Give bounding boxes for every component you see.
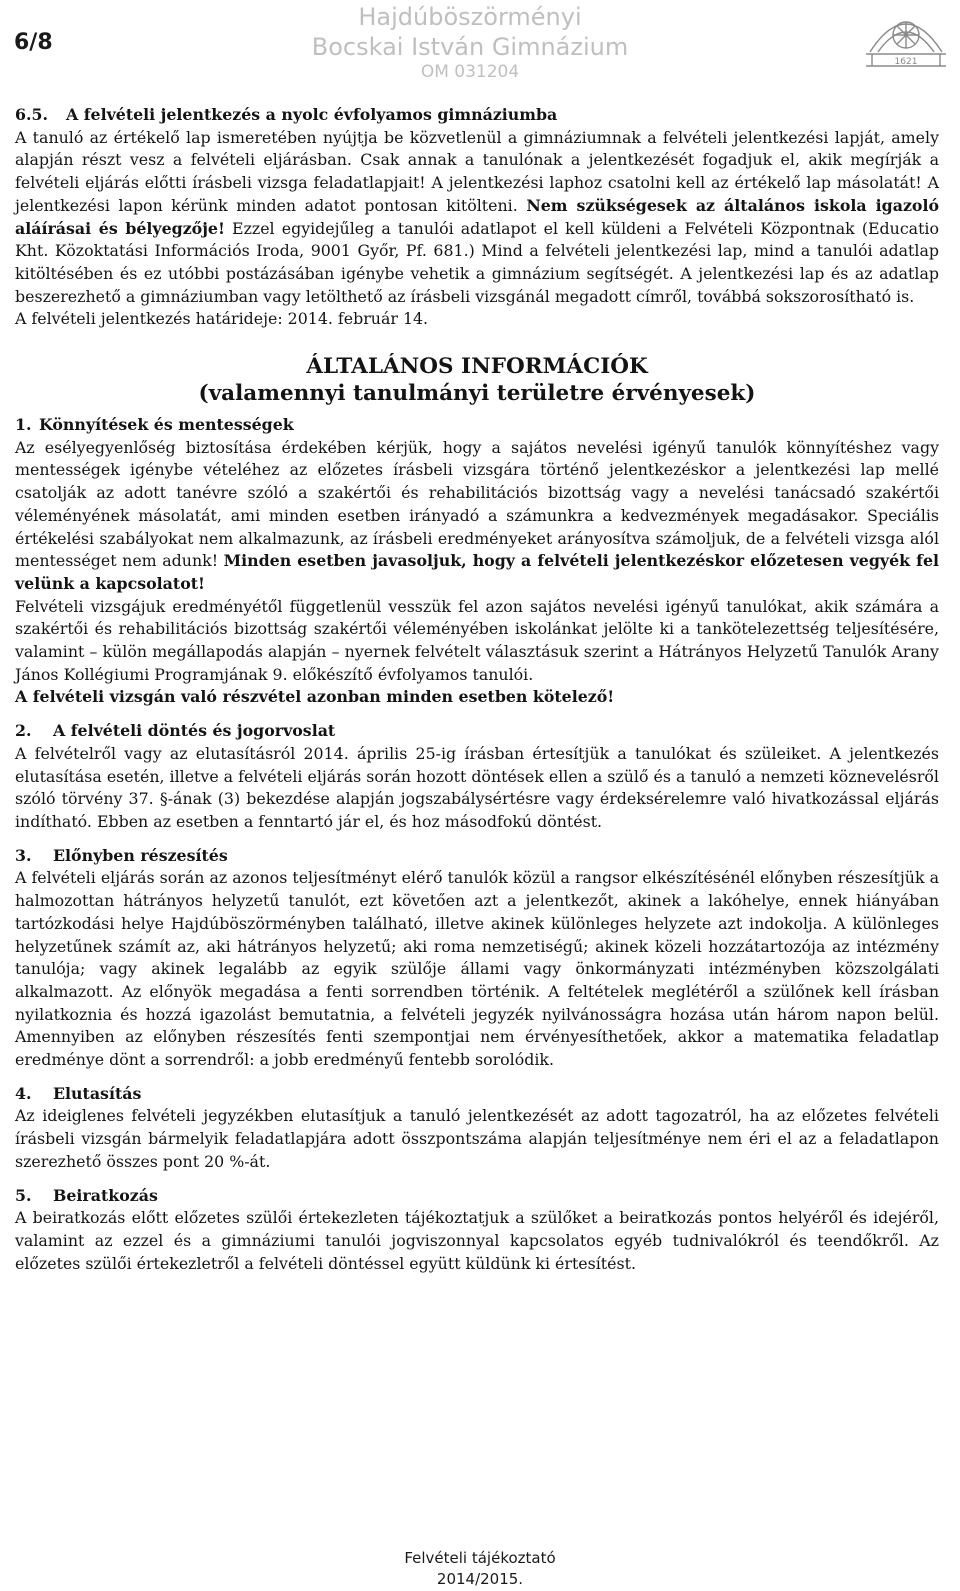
- section-2: [15, 720, 939, 834]
- school-name-line1: Hajdúböszörményi: [358, 3, 582, 31]
- section-3-paragraph: A felvételi eljárás során az azonos teljesítményt elérő tanulók közül a rangsor elkészítésénél előnyben részesítjük a halmozottan hátrányos helyzetű tanulót, ezt követően azt a jelentkezőt, akinek a lakóhelye, ennek hiányában tartózkodási helye Hajdúböszörményben található, illetve akinek különleges helyzete azt indokolja. A különleges helyzetűnek számít az, aki hátrányos helyzetű; aki roma nemzetiségű; akinek közeli hozzátartozója az intézmény tanulója; vagy akinek legalább az egyik szülője állami vagy önkormányzati intézményben közszolgálati alkalmazott. Az előnyök megadása a fenti sorrendben történik. A feltételek meglétéről a szülőnek kell írásban nyilatkoznia és hozzá igazolást bemutatnia, a felvételi jegyzék nyilvánosságra hozása után három napon belül. Amennyiben az előnyben részesítés fenti szempontjai nem érvényesíthetőek, akkor a matematika feladatlap eredménye dönt a sorrendről: a jobb eredményű fentebb sorolódik.: [15, 868, 939, 1070]
- section-2-title-text: A felvételi döntés és jogorvoslat: [53, 721, 336, 741]
- section-4-title: [15, 1083, 939, 1106]
- section-1-paragraph-3: [15, 686, 939, 709]
- section-4: [15, 1083, 939, 1174]
- footer-year: 2014/2015.: [436, 1570, 524, 1588]
- section-5-number: 5.: [15, 1185, 32, 1205]
- section-5: [15, 1185, 939, 1276]
- section-3-title-text: Előnyben részesítés: [53, 845, 228, 865]
- section-5-title-text: Beiratkozás: [53, 1185, 158, 1205]
- footer-title: Felvételi tájékoztató: [404, 1549, 556, 1567]
- section-1-title-text: Könnyítések és mentességek: [39, 415, 294, 435]
- section-1-bold-note: A felvételi vizsgán való részvétel azonban minden esetben kötelező!: [15, 687, 615, 707]
- intro-deadline: A felvételi jelentkezés határideje: 2014. február 14.: [15, 309, 429, 329]
- section-4-number: 4.: [15, 1083, 32, 1103]
- section-1-number: 1.: [15, 415, 32, 435]
- general-info-heading: [15, 353, 939, 407]
- intro-text-rest: Ezzel egyidejűleg a tanulói adatlapot el kell küldeni a Felvételi Központnak (Educatio Kht. Közoktatási Információs Iroda, 9001 Győr, Pf. 681.) Mind a felvételi jelentkezési lap, mind a tanulói adatlap kitöltésében és ez utóbbi postázásában igénybe vehetik a gimnázium segítségét. A jelentkezési lap és az adatlap beszerezhető a gimnáziumban vagy letölthető az írásbeli vizsgánál megadott címről, továbbá sokszorosítható is.: [15, 218, 939, 306]
- school-name-line2: Bocskai István Gimnázium: [311, 33, 629, 61]
- section-2-number: 2.: [15, 721, 32, 741]
- intro-heading-number: 6.5.: [15, 105, 48, 124]
- section-1-bold-text: Minden esetben javasoljuk, hogy a felvételi jelentkezéskor előzetesen vegyék fel velünk a kapcsolatot!: [15, 551, 939, 593]
- section-1-paragraph-2: Felvételi vizsgájuk eredményétől függetlenül vesszük fel azon sajátos nevelési igényű tanulókat, akik számára a szakértői és rehabilitációs bizottság szakértői véleményében iskolánkat jelölte ki a tankötelezettség teljesítésére, valamint – külön megállapodás alapján – nyernek felvételt választásuk szerint a Hátrányos Helyzetű Tanulók Arany János Kollégiumi Programjának 9. előkészítő évfolyamos tanulói.: [15, 596, 939, 684]
- svg-text:1621: 1621: [894, 57, 918, 67]
- intro-text: A tanuló az értékelő lap ismeretében nyújtja be közvetlenül a gimnáziumnak a felvételi jelentkezési lapját, amely alapján részt vesz a felvételi eljárásban. Csak annak a tanulónak a jelentkezését fogadjuk el, akik megírják a felvételi eljárás előtti írásbeli vizsga feladatlapjait! A jelentkezési laphoz csatolni kell az értékelő lap másolatát! A jelentkezési lapon kérünk minden adatot pontosan kitölteni.: [15, 127, 939, 215]
- section-5-paragraph: A beiratkozás előtt előzetes szülői értekezleten tájékoztatjuk a szülőket a beiratkozás pontos helyéről és idejéről, valamint az ezzel és a gimnáziumi tanulói jogviszonnyal kapcsolatos egyéb tudnivalókról és teendőkről. Az előzetes szülői értekezletről a felvételi döntéssel együtt küldünk ki értesítést.: [15, 1208, 939, 1273]
- general-info-subtitle: (valamennyi tanulmányi területre érvényesek): [198, 381, 756, 407]
- section-1-text: Az esélyegyenlőség biztosítása érdekében kérjük, hogy a sajátos nevelési igényű tanulók könnyítéshez vagy mentességek igénybe vételéhez az előzetes írásbeli vizsgára történő jelentkezéskor a jelentkezési lap mellé csatolják az adott tanévre szóló a szakértői és rehabilitációs bizottság vagy a nevelési tanácsadó szakértői véleményének másolatát, ami minden esetben irányadó a számunkra a kedvezmények megadásakor. Speciális értékelési szabályokat nem alkalmazunk, az írásbeli eredményeket arányosítva számoljuk, de a felvételi vizsga alól mentességet nem adunk!: [15, 437, 939, 571]
- section-4-title-text: Elutasítás: [53, 1083, 142, 1103]
- page-header: [0, 0, 960, 90]
- section-2-paragraph: A felvételről vagy az elutasításról 2014. április 25-ig írásban értesítjük a tanulókat és szüleiket. A jelentkezés elutasítása esetén, illetve a felvételi eljárás során hozott döntések ellen a szülő és a tanuló a nemzeti köznevelésről szóló törvény 37. §-ának (3) bekezdése alapján jogszabálysértésre vagy érdeksérelemre való hivatkozással eljárás indítható. Ebben az esetben a fenntartó jár el, és hoz másodfokú döntést.: [15, 743, 939, 831]
- section-3: [15, 845, 939, 1072]
- general-info-title: ÁLTALÁNOS INFORMÁCIÓK: [306, 354, 648, 380]
- section-3-number: 3.: [15, 845, 32, 865]
- page-number: 6/8: [14, 30, 53, 55]
- intro-heading: [15, 104, 939, 127]
- section-3-title: [15, 845, 939, 868]
- intro-bold-text: Nem szükségesek az általános iskola igazoló aláírásai és bélyegzője!: [15, 195, 939, 238]
- intro-paragraph: [15, 127, 939, 309]
- section-1-paragraph-1: [15, 437, 939, 596]
- school-crest-logo: [864, 8, 948, 74]
- section-1-title: [15, 414, 939, 437]
- intro-heading-title: A felvételi jelentkezés a nyolc évfolyamos gimnáziumba: [65, 105, 558, 124]
- school-om-code: OM 031204: [420, 62, 520, 82]
- section-2-title: [15, 720, 939, 743]
- section-5-title: [15, 1185, 939, 1208]
- document-body: [15, 104, 939, 1275]
- section-4-paragraph: Az ideiglenes felvételi jegyzékben elutasítjuk a tanuló jelentkezését az adott tagozatról, ha az előzetes felvételi írásbeli vizsgán bármelyik feladatlapjára adott összpontszáma alapján teljesítménye nem éri el az a feladatlapon szerezhető összes pont 20 %-át.: [15, 1106, 939, 1171]
